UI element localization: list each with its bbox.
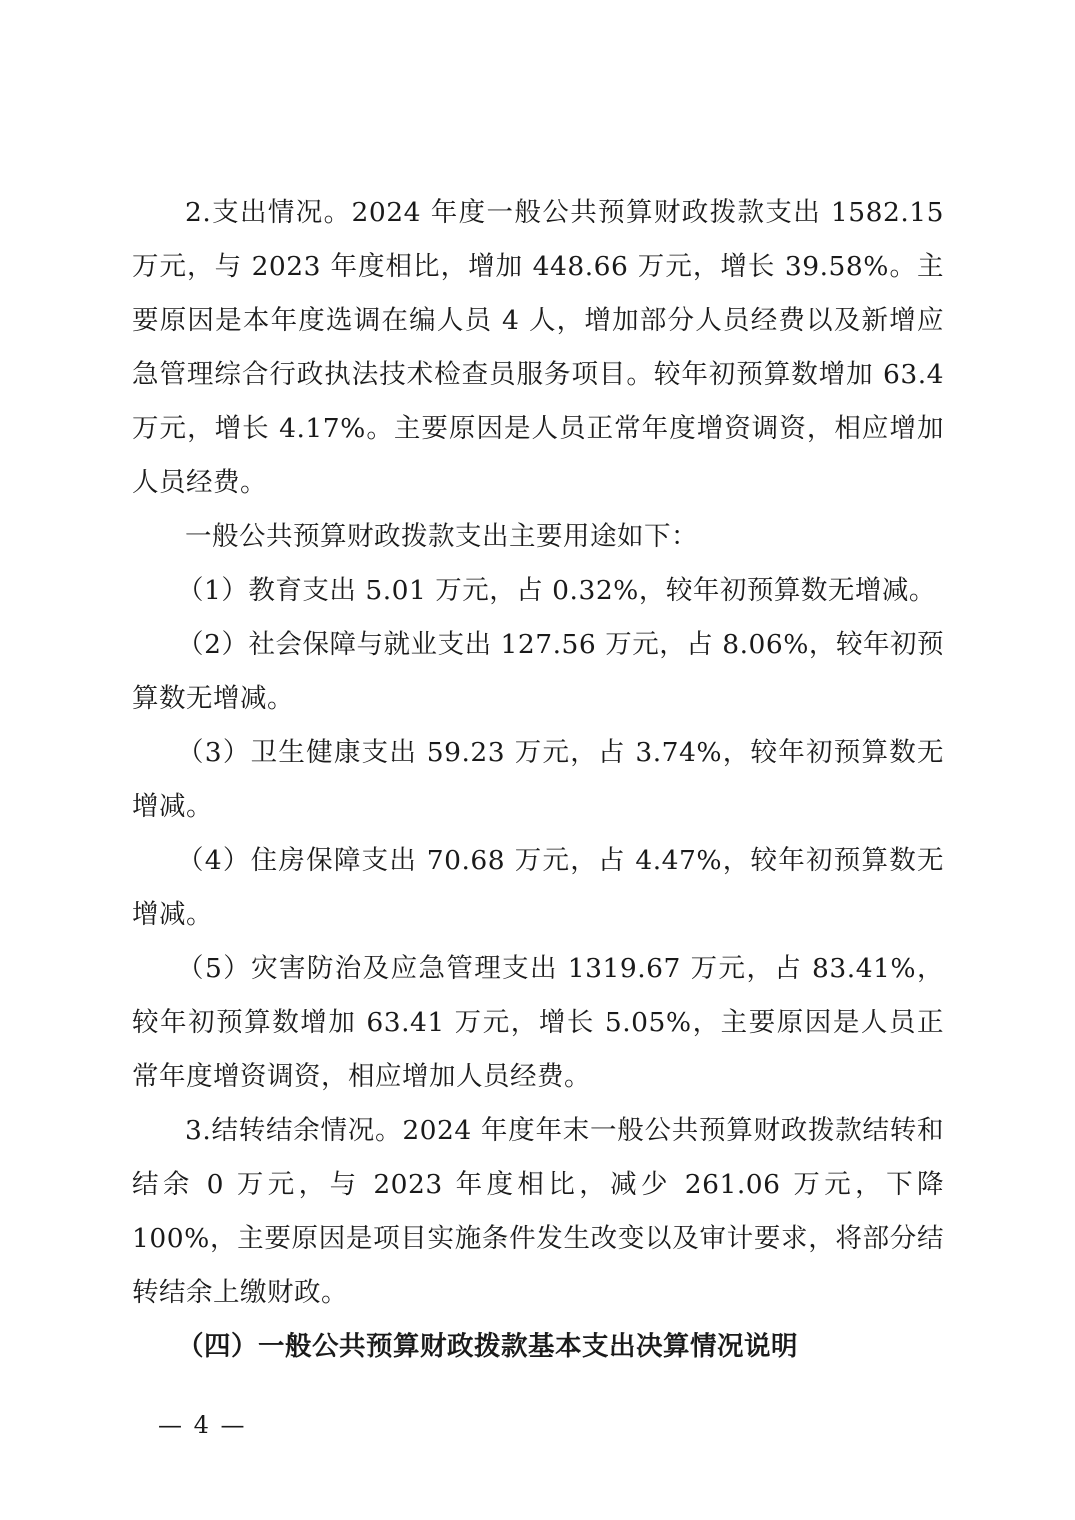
paragraph-expenditure: 2.支出情况。2024 年度一般公共预算财政拨款支出 1582.15 万元，与 2023 年度相比，增加 448.66 万元，增长 39.58%。主要原因是本年度选调在编人员 4 人，增加部分人员经费以及新增应急管理综合行政执法技术检查员服务项目。较年初预算数增加 63.4 万元，增长 4.17%。主要原因是人员正常年度增资调资，相应增加人员经费。 — [132, 197, 944, 498]
paragraph-usage-intro: 一般公共预算财政拨款支出主要用途如下： — [185, 521, 698, 552]
list-item-education: （1）教育支出 5.01 万元，占 0.32%，较年初预算数无增减。 — [177, 575, 936, 606]
section-heading: （四）一般公共预算财政拨款基本支出决算情况说明 — [177, 1331, 799, 1362]
list-item-health: （3）卫生健康支出 59.23 万元，占 3.74%，较年初预算数无增减。 — [132, 737, 944, 822]
list-item-housing: （4）住房保障支出 70.68 万元，占 4.47%，较年初预算数无增减。 — [132, 845, 944, 930]
page-number: — 4 — — [158, 1411, 247, 1439]
list-item-disaster-prevention: （5）灾害防治及应急管理支出 1319.67 万元，占 83.41%，较年初预算数增加 63.41 万元，增长 5.05%，主要原因是人员正常年度增资调资，相应增加人员经费。 — [132, 953, 944, 1092]
paragraph-carryover: 3.结转结余情况。2024 年度年末一般公共预算财政拨款结转和结余 0 万元，与 2023 年度相比，减少 261.06 万元，下降 100%，主要原因是项目实施条件发生改变以及审计要求，将部分结转结余上缴财政。 — [132, 1115, 944, 1308]
list-item-social-security: （2）社会保障与就业支出 127.56 万元，占 8.06%，较年初预算数无增减。 — [132, 629, 944, 714]
document-body — [132, 186, 944, 1374]
